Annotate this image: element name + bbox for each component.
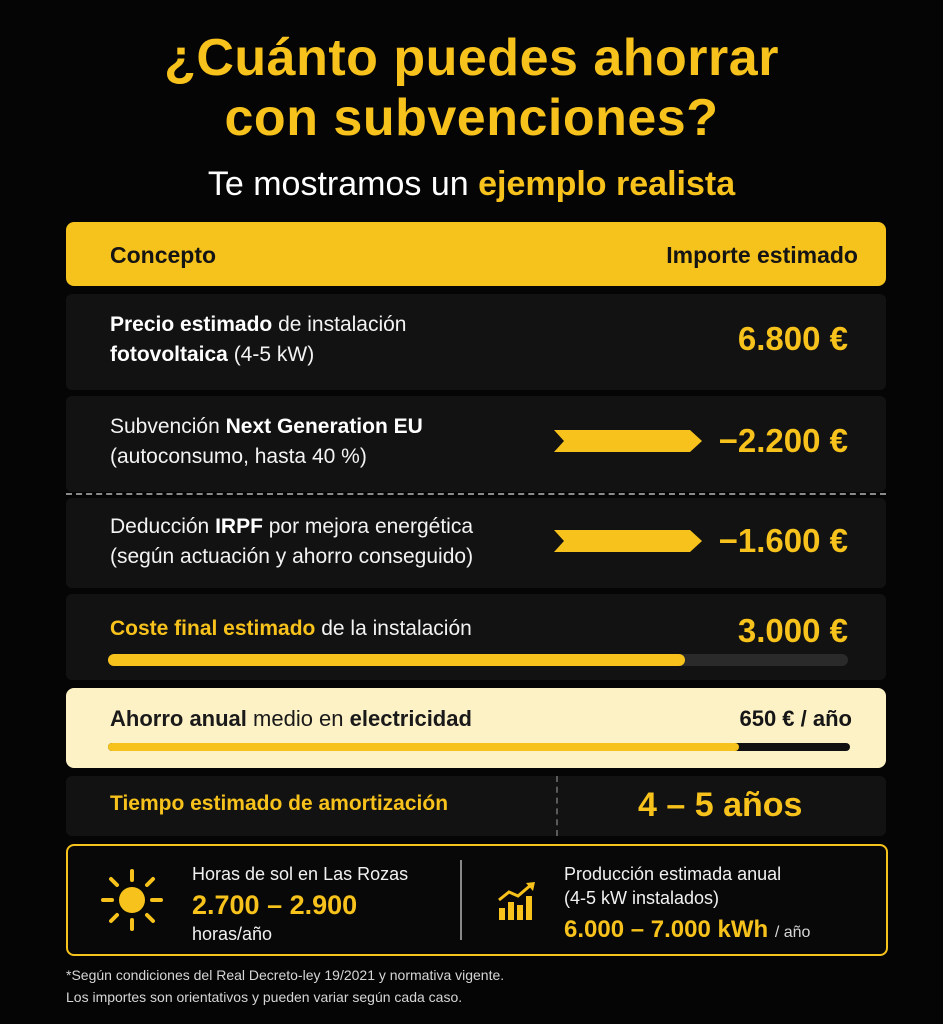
price-bold-1: Precio estimado (110, 313, 273, 336)
header-concept: Concepto (110, 242, 217, 268)
irpf-line-2: (según actuación y ahorro conseguido) (110, 545, 474, 568)
row-final-cost (66, 594, 886, 680)
row-irpf-label (110, 512, 473, 572)
title-line-1: ¿Cuánto puedes ahorrar (164, 29, 779, 87)
table-header (66, 222, 886, 286)
production-amount: 6.000 – 7.000 kWh (564, 916, 769, 943)
sun-hours-unit: horas/año (192, 924, 273, 944)
subsidy-bold-1: Next Generation EU (225, 415, 423, 438)
arrow-icon (554, 430, 702, 452)
sun-hours-label: Horas de sol en Las Rozas (192, 864, 409, 884)
final-cost-bar-fill (108, 654, 685, 666)
final-text-1: de la instalación (315, 617, 472, 640)
subtitle-prefix: Te mostramos un (207, 165, 479, 203)
row-price-amount: 6.800 € (737, 320, 848, 357)
final-bold-1: Coste final estimado (110, 617, 316, 640)
irpf-bold-1: IRPF (215, 515, 263, 538)
info-divider (460, 860, 462, 940)
row-installation-price (66, 294, 886, 390)
dashed-divider (66, 493, 886, 495)
payback-label: Tiempo estimado de amortización (110, 792, 449, 815)
savings-bold-2: electricidad (349, 706, 472, 731)
irpf-text-2: por mejora energética (262, 515, 474, 538)
title-line-2: con subvenciones? (224, 89, 719, 147)
row-final-label (110, 614, 472, 644)
price-text-1: de instalación (272, 313, 407, 336)
production-label-1: Producción estimada anual (564, 864, 782, 884)
page-subtitle (0, 162, 943, 206)
row-subsidy (66, 396, 886, 492)
row-annual-savings (66, 688, 886, 768)
payback-value: 4 – 5 años (638, 786, 803, 824)
savings-bar (108, 743, 850, 751)
row-irpf-amount: −1.600 € (718, 522, 848, 559)
production-unit: / año (774, 924, 811, 941)
row-final-amount: 3.000 € (737, 612, 848, 649)
irpf-text-1: Deducción (110, 515, 216, 538)
row-subsidy-amount: −2.200 € (718, 422, 848, 459)
final-cost-bar (108, 654, 848, 666)
price-text-2: (4-5 kW) (227, 343, 315, 366)
footnote (66, 964, 504, 1008)
savings-text-1: medio en (246, 706, 350, 731)
row-savings-amount: 650 € / año (739, 706, 852, 731)
production-label-2: (4-5 kW instalados) (564, 888, 720, 908)
row-payback (66, 776, 886, 836)
row-price-label (110, 310, 407, 370)
row-irpf (66, 498, 886, 588)
header-amount: Importe estimado (666, 242, 858, 268)
subtitle-highlight: ejemplo realista (478, 165, 736, 203)
footnote-line-2: Los importes son orientativos y pueden variar según cada caso. (66, 989, 463, 1005)
page-title (0, 28, 943, 148)
savings-bar-fill (108, 743, 739, 751)
savings-bold-1: Ahorro anual (110, 706, 247, 731)
sun-icon (100, 868, 164, 932)
growth-chart-icon (496, 880, 538, 922)
row-subsidy-label (110, 412, 423, 472)
payback-divider (556, 776, 558, 836)
subsidy-text-1: Subvención (110, 415, 226, 438)
arrow-icon (554, 530, 702, 552)
production-label (564, 862, 781, 910)
sun-hours-value: 2.700 – 2.900 (192, 890, 358, 920)
row-savings-label (110, 706, 472, 732)
footnote-line-1: *Según condiciones del Real Decreto-ley 19/2021 y normativa vigente. (66, 967, 505, 983)
subsidy-line-2: (autoconsumo, hasta 40 %) (110, 445, 367, 468)
info-box (66, 844, 888, 956)
price-bold-2: fotovoltaica (110, 343, 228, 366)
production-value (564, 916, 810, 944)
